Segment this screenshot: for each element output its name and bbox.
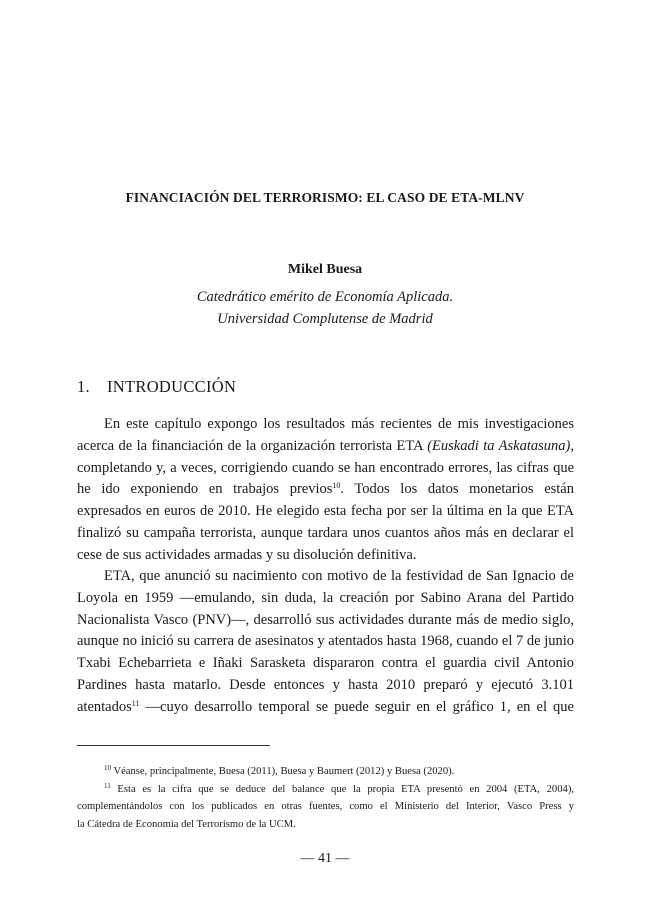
section-number: 1. xyxy=(77,377,90,396)
footnote-11-line-2: complementándolos con los publicados en otras fuentes, como el Ministerio del Interior, Vasco Press y xyxy=(77,801,574,812)
paragraph-line: finalizó su campaña terrorista, aunque tardara unos cuantos años más en declarar el xyxy=(77,524,574,541)
footnote-number: 10 xyxy=(104,764,111,772)
footnote-10 xyxy=(77,763,574,781)
footnote-11-line-3: la Cátedra de Economía del Terrorismo de la UCM. xyxy=(77,818,296,830)
paragraph-line: Txabi Echebarrieta e Iñaki Sarasketa dispararon contra el guardia civil Antonio xyxy=(77,655,574,672)
footnote-ref-10[interactable]: 10 xyxy=(332,481,341,491)
paragraph-1 xyxy=(77,414,574,567)
section-heading xyxy=(77,377,236,397)
footnote-text: Véanse, principalmente, Buesa (2011), Buesa y Baumert (2012) y Buesa (2020). xyxy=(111,766,455,777)
paragraph-line: En este capítulo expongo los resultados más recientes de mis investigaciones xyxy=(104,416,574,432)
footnote-ref-11[interactable]: 11 xyxy=(131,698,140,708)
text-run: . Todos los datos monetarios están xyxy=(340,481,574,498)
text-run: —cuyo desarrollo temporal se puede seguir en el gráfico 1, en el que xyxy=(139,698,574,715)
paragraph-line: aunque no inició su carrera de asesinatos y atentados hasta 1968, cuando el 7 de junio xyxy=(77,633,574,650)
paragraph-2 xyxy=(77,566,574,719)
text-run: he ido exponiendo en trabajos previos xyxy=(77,481,333,498)
text-run: atentados xyxy=(77,698,132,715)
text-run: , xyxy=(570,437,574,454)
italic-text-run: (Euskadi ta Askatasuna) xyxy=(427,437,571,454)
section-title: INTRODUCCIÓN xyxy=(107,377,237,396)
footnote-number: 11 xyxy=(104,781,111,790)
author-affiliation-line-2: Universidad Complutense de Madrid xyxy=(217,311,433,327)
footnote-separator xyxy=(77,745,270,746)
footnotes xyxy=(77,763,574,833)
paragraph-line xyxy=(77,436,574,458)
paragraph-line: cese de sus actividades armadas y su disolución definitiva. xyxy=(77,546,417,563)
paragraph-line: ETA, que anunció su nacimiento con motivo de la festividad de San Ignacio de xyxy=(104,568,574,584)
text-run: acerca de la financiación de la organización terrorista ETA xyxy=(77,437,428,454)
footnote-text: Esta es la cifra que se deduce del balance que la propia ETA presentó en 2004 (ETA, 2004), xyxy=(110,783,574,795)
author-affiliation-line-1: Catedrático emérito de Economía Aplicada. xyxy=(196,289,454,305)
paragraph-line xyxy=(77,697,574,719)
paragraph-line: Nacionalista Vasco (PNV)—, desarrolló sus actividades durante más de medio siglo, xyxy=(77,611,574,628)
paragraph-line: Pardines hasta matarlo. Desde entonces y hasta 2010 preparó y ejecutó 3.101 xyxy=(77,676,574,693)
paragraph-line: expresados en euros de 2010. He elegido esta fecha por ser la última en la que ETA xyxy=(77,503,574,520)
paragraph-line xyxy=(77,479,574,501)
paragraph-line: Loyola en 1959 —emulando, sin duda, la creación por Sabino Arana del Partido xyxy=(77,589,574,606)
page-number: — 41 — xyxy=(300,851,350,866)
author-name: Mikel Buesa xyxy=(287,262,363,277)
footnote-11 xyxy=(77,781,574,799)
paragraph-line: completando y, a veces, corrigiendo cuando se han encontrado errores, las cifras que xyxy=(77,459,574,476)
chapter-title: FINANCIACIÓN DEL TERRORISMO: EL CASO DE ETA-MLNV xyxy=(125,190,525,205)
